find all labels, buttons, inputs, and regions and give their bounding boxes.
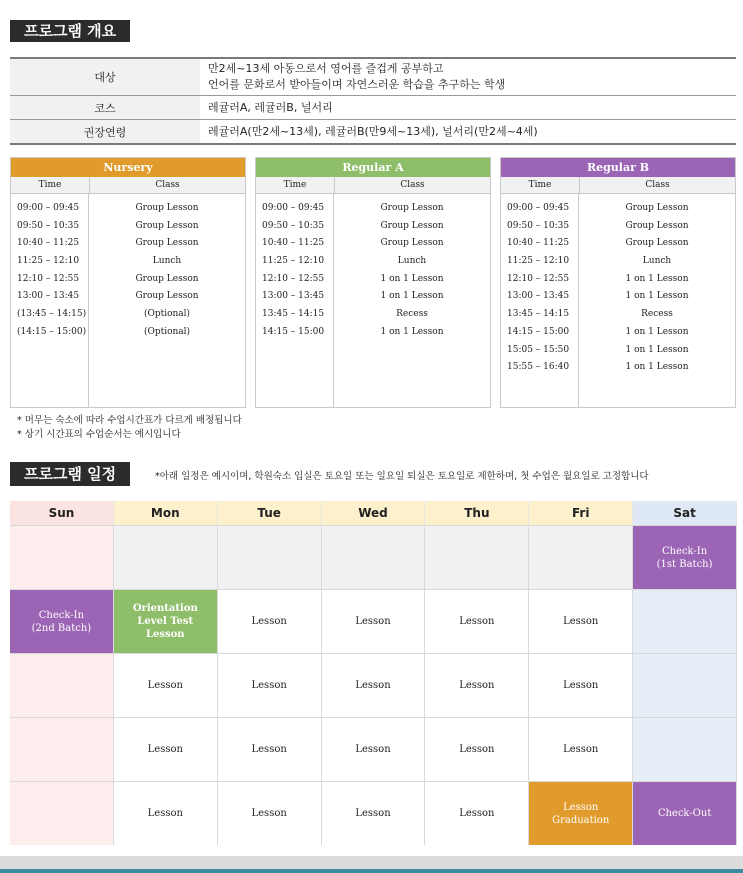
overview-row: [10, 96, 736, 120]
time-cell: 10:40 – 11:25: [17, 238, 80, 249]
time-cell: 13:00 – 13:45: [17, 291, 80, 302]
bottom-accent-line: [0, 869, 743, 873]
calendar-cell: [633, 782, 737, 845]
class-cell: Group Lesson: [625, 203, 689, 213]
calendar-cell-text: Lesson: [563, 744, 599, 755]
time-cell: 14:15 – 15:00: [262, 326, 325, 337]
schedule-header: Nursery: [11, 158, 245, 177]
calendar-cell: [633, 718, 737, 781]
calendar-cell: [529, 782, 633, 845]
class-cell: (Optional): [143, 326, 191, 337]
time-cell: 15:05 – 15:50: [507, 344, 570, 355]
class-cell: Group Lesson: [135, 238, 199, 249]
calendar-cell: [114, 654, 218, 717]
calendar-cell-text: Lesson: [251, 808, 287, 819]
calendar-cell-text: Lesson: [251, 744, 287, 755]
class-cell: 1 on 1 Lesson: [625, 326, 689, 337]
time-column: [501, 194, 579, 407]
calendar-note: *아래 일정은 예시이며, 학원숙소 입실은 토요일 또는 일요일 퇴실은 토요일로 제한하며, 첫 수업은 월요일로 고정합니다: [155, 471, 649, 482]
schedule-column-headers: [501, 177, 735, 194]
calendar-cell-text: Lesson: [147, 808, 183, 819]
calendar-week-row: [10, 589, 737, 653]
class-cell: Group Lesson: [380, 203, 444, 213]
schedule-body: [11, 194, 245, 407]
class-cell: 1 on 1 Lesson: [625, 344, 689, 355]
calendar-cell: [425, 654, 529, 717]
calendar-cell: [322, 590, 426, 653]
calendar-cell: [10, 526, 114, 589]
calendar-cell-text: Lesson: [459, 616, 495, 627]
calendar-cell: [10, 590, 114, 653]
class-cell: Group Lesson: [135, 220, 199, 231]
class-cell: Group Lesson: [135, 291, 199, 302]
calendar-cell-text: Lesson: [147, 744, 183, 755]
calendar-cell-text: Lesson: [355, 744, 391, 755]
class-cell: Lunch: [642, 256, 672, 267]
class-header: Class: [155, 180, 180, 190]
class-cell: 1 on 1 Lesson: [625, 273, 689, 284]
note-line: * 상기 시간표의 수업순서는 예시입니다: [17, 429, 181, 440]
schedule-header: Regular B: [501, 158, 735, 177]
calendar-cell-text: Lesson: [251, 616, 287, 627]
class-column: [579, 194, 735, 407]
calendar-cell: [114, 526, 218, 589]
class-cell: Group Lesson: [625, 220, 689, 231]
overview-value: [200, 96, 736, 119]
time-cell: 13:45 – 14:15: [507, 309, 570, 320]
calendar-cell-text: Lesson: [459, 744, 495, 755]
class-column: [334, 194, 490, 407]
overview-value: [200, 59, 736, 95]
day-header-sun: Sun: [10, 501, 114, 525]
time-cell: (14:15 – 15:00): [17, 326, 87, 337]
calendar-cell: [218, 590, 322, 653]
calendar-cell: [425, 526, 529, 589]
calendar-cell: [218, 782, 322, 845]
class-cell: Group Lesson: [135, 273, 199, 284]
schedule-notes: [17, 414, 242, 442]
class-header: Class: [400, 180, 425, 190]
class-header: Class: [645, 180, 670, 190]
calendar-cell: [322, 782, 426, 845]
day-header-thu: Thu: [425, 501, 529, 525]
class-cell: 1 on 1 Lesson: [625, 362, 689, 373]
time-cell: 09:00 – 09:45: [17, 203, 80, 213]
class-cell: 1 on 1 Lesson: [380, 291, 444, 302]
class-cell: Group Lesson: [135, 203, 199, 213]
class-cell: Lunch: [152, 256, 182, 267]
calendar-cell: [10, 654, 114, 717]
calendar-cell-text: Lesson Graduation: [552, 801, 610, 826]
class-column: [89, 194, 245, 407]
calendar-cell-text: Lesson: [355, 616, 391, 627]
calendar-cell: [114, 718, 218, 781]
calendar-cell: [10, 718, 114, 781]
time-cell: 09:50 – 10:35: [17, 220, 80, 231]
calendar-cell-text: Lesson: [355, 808, 391, 819]
calendar-cell-text: Check-In (1st Batch): [656, 545, 713, 570]
time-cell: 13:00 – 13:45: [507, 291, 570, 302]
schedule-table-nursery: [10, 157, 246, 408]
overview-value-line: 레귤러A(만2세~13세), 레귤러B(만9세~13세), 널서리(만2세~4세): [208, 124, 538, 138]
calendar-cell-text: Check-Out: [657, 808, 712, 819]
calendar-cell-text: Lesson: [459, 680, 495, 691]
calendar-cell-text: Check-In (2nd Batch): [31, 609, 92, 634]
class-cell: Group Lesson: [625, 238, 689, 249]
calendar-cell: [425, 718, 529, 781]
overview-row: [10, 57, 736, 96]
time-cell: 09:50 – 10:35: [262, 220, 325, 231]
calendar-title: 프로그램 일정: [10, 462, 130, 486]
calendar-week-row: [10, 781, 737, 845]
class-cell: Lunch: [397, 256, 427, 267]
overview-value-line: 언어를 문화로서 받아들이며 자연스러운 학습을 추구하는 학생: [208, 78, 506, 91]
calendar-cell: [425, 590, 529, 653]
class-cell: Recess: [396, 309, 428, 320]
time-cell: 10:40 – 11:25: [507, 238, 570, 249]
calendar-week-row: [10, 717, 737, 781]
calendar-cell: [633, 526, 737, 589]
calendar-cell: [114, 782, 218, 845]
calendar-cell-text: Lesson: [251, 680, 287, 691]
class-cell: 1 on 1 Lesson: [380, 273, 444, 284]
time-header: Time: [501, 177, 580, 193]
overview-table: [10, 57, 736, 145]
calendar-cell: [218, 526, 322, 589]
calendar-cell: [322, 654, 426, 717]
overview-key: 코스: [10, 96, 200, 119]
time-cell: 11:25 – 12:10: [507, 256, 570, 267]
calendar-cell: [529, 654, 633, 717]
class-cell: Group Lesson: [380, 238, 444, 249]
weekly-calendar: [10, 501, 737, 845]
time-cell: 10:40 – 11:25: [262, 238, 325, 249]
day-header-sat: Sat: [633, 501, 737, 525]
schedule-header: Regular A: [256, 158, 490, 177]
overview-row: [10, 120, 736, 145]
calendar-cell-text: Lesson: [563, 616, 599, 627]
time-header: Time: [11, 177, 90, 193]
calendar-week-row: [10, 653, 737, 717]
time-cell: 14:15 – 15:00: [507, 326, 570, 337]
time-cell: 13:45 – 14:15: [262, 309, 325, 320]
overview-title: 프로그램 개요: [10, 20, 130, 42]
overview-value-line: 만2세~13세 아동으로서 영어를 즐겁게 공부하고: [208, 62, 444, 75]
time-cell: 09:50 – 10:35: [507, 220, 570, 231]
calendar-cell: [322, 526, 426, 589]
calendar-cell: [218, 654, 322, 717]
time-cell: 12:10 – 12:55: [262, 273, 325, 284]
note-line: * 머무는 숙소에 따라 수업시간표가 다르게 배정됩니다: [17, 415, 242, 426]
class-cell: 1 on 1 Lesson: [380, 326, 444, 337]
class-cell: Recess: [641, 309, 673, 320]
class-cell: Group Lesson: [380, 220, 444, 231]
calendar-cell: [633, 590, 737, 653]
calendar-cell: [10, 782, 114, 845]
calendar-cell-text: Lesson: [147, 680, 183, 691]
calendar-cell-text: Lesson: [355, 680, 391, 691]
schedule-column-headers: [11, 177, 245, 194]
calendar-cell-text: Lesson: [563, 680, 599, 691]
time-cell: (13:45 – 14:15): [17, 309, 87, 320]
time-cell: 13:00 – 13:45: [262, 291, 325, 302]
time-cell: 15:55 – 16:40: [507, 362, 570, 373]
schedule-table-regular-a: [255, 157, 491, 408]
overview-key: 대상: [10, 59, 200, 95]
time-cell: 12:10 – 12:55: [507, 273, 570, 284]
day-header-wed: Wed: [322, 501, 426, 525]
time-cell: 09:00 – 09:45: [262, 203, 325, 213]
time-cell: 11:25 – 12:10: [17, 256, 80, 267]
schedule-body: [256, 194, 490, 407]
calendar-cell: [529, 718, 633, 781]
calendar-cell: [529, 526, 633, 589]
day-header-fri: Fri: [529, 501, 633, 525]
calendar-cell: [218, 718, 322, 781]
schedule-table-regular-b: [500, 157, 736, 408]
time-column: [256, 194, 334, 407]
class-cell: (Optional): [143, 309, 191, 320]
calendar-cell: [425, 782, 529, 845]
time-header: Time: [256, 177, 335, 193]
day-header-tue: Tue: [218, 501, 322, 525]
calendar-cell: [322, 718, 426, 781]
calendar-cell: [114, 590, 218, 653]
overview-value-line: 레귤러A, 레귤러B, 널서리: [208, 100, 333, 114]
time-column: [11, 194, 89, 407]
calendar-cell: [633, 654, 737, 717]
calendar-day-headers: [10, 501, 737, 525]
day-header-mon: Mon: [114, 501, 218, 525]
time-cell: 11:25 – 12:10: [262, 256, 325, 267]
calendar-cell-text: Lesson: [459, 808, 495, 819]
calendar-cell: [529, 590, 633, 653]
class-cell: 1 on 1 Lesson: [625, 291, 689, 302]
overview-value: [200, 120, 736, 143]
calendar-cell-text: Orientation Level Test Lesson: [132, 603, 198, 640]
schedule-body: [501, 194, 735, 407]
overview-key: 권장연령: [10, 120, 200, 143]
time-cell: 09:00 – 09:45: [507, 203, 570, 213]
calendar-week-row: [10, 525, 737, 589]
schedule-column-headers: [256, 177, 490, 194]
time-cell: 12:10 – 12:55: [17, 273, 80, 284]
